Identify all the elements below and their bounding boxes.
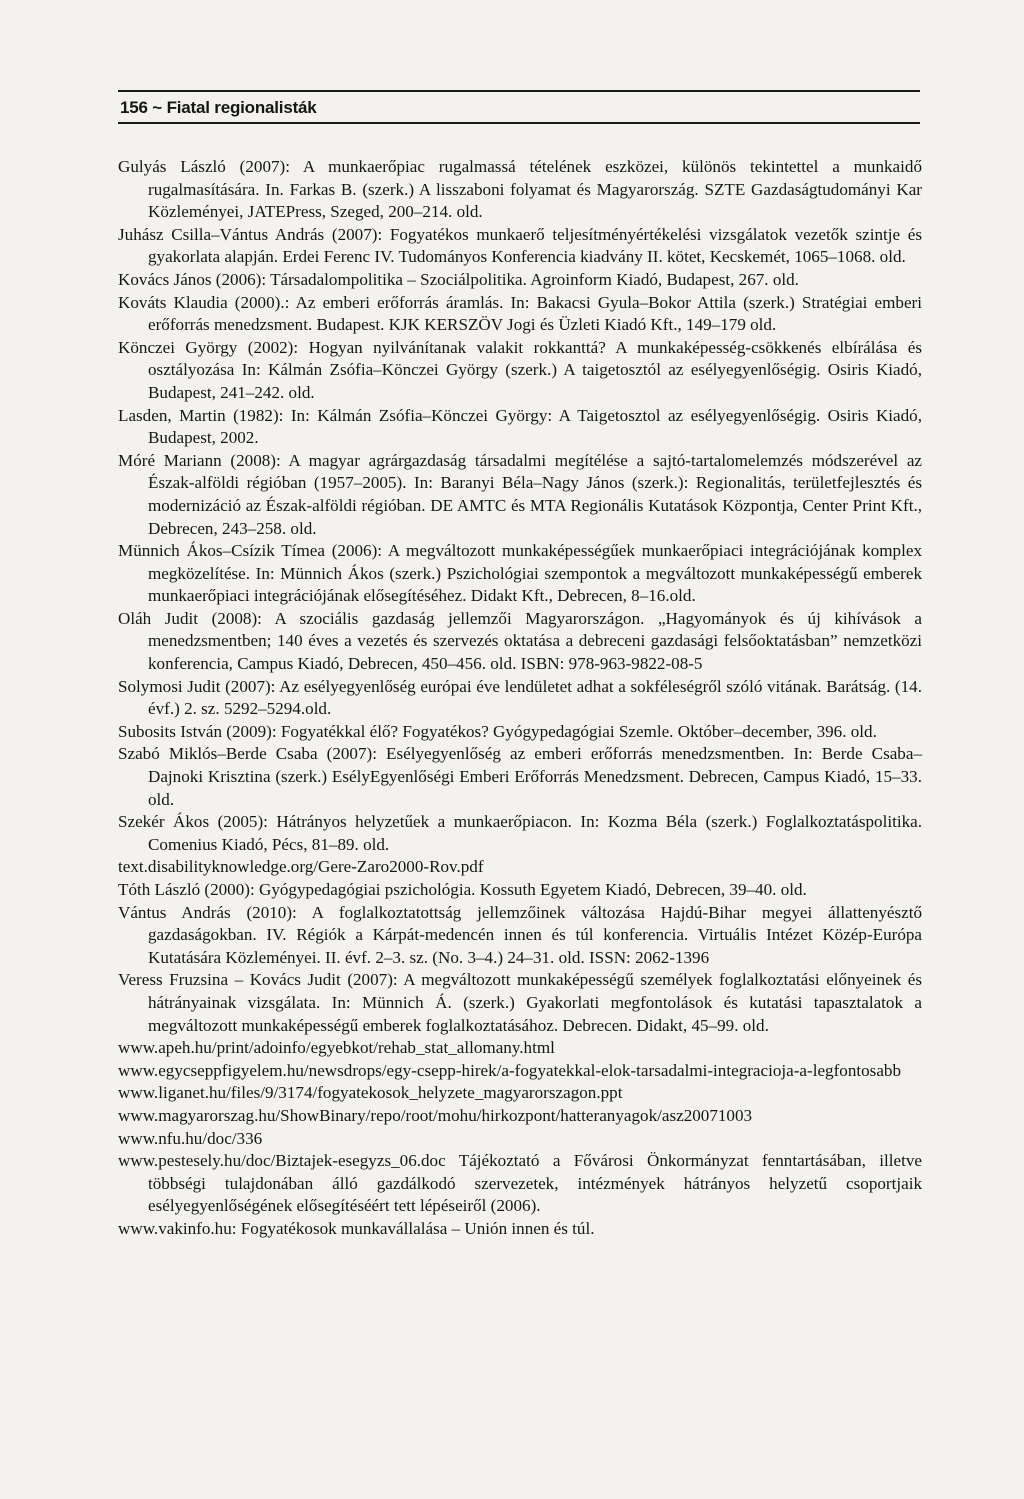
running-header (118, 90, 920, 124)
reference-link[interactable]: www.pestesely.hu/doc/Biztajek-esegyzs_06.doc Tájékoztató a Fővárosi Önkormányzat fenntartásában, illetve többségi tulajdonában álló gazdálkodó szervezetek, intézmények hátrányos helyzetű csoportjaik esélyegyenlőségének elősegítéséért tett lépéseiről (2006). (118, 1151, 922, 1216)
reference-entry: Kovács János (2006): Társadalompolitika – Szociálpolitika. Agroinform Kiadó, Budapest, 267. old. (118, 269, 799, 289)
page-number: 156 (120, 98, 148, 117)
reference-list (118, 156, 922, 1241)
header-text (120, 98, 317, 118)
reference-entry: Solymosi Judit (2007): Az esélyegyenlőség európai éve lendületet adhat a sokféleségről szóló vitának. Barátság. (14. évf.) 2. sz. 5292–5294.old. (118, 676, 922, 719)
reference-entry: Szekér Ákos (2005): Hátrányos helyzetűek a munkaerőpiacon. In: Kozma Béla (szerk.) Foglalkoztatáspolitika. Comenius Kiadó, Pécs, 81–89. old. (118, 812, 922, 854)
reference-entry: Vántus András (2010): A foglalkoztatottság jellemzőinek változása Hajdú-Bihar megyei állattenyésztő gazdaságokban. IV. Régiók a Kárpát-medencén innen és túl konferencia. Virtuális Intézet Közép-Európa Kutatására Közleményei. II. évf. 2–3. sz. (No. 3–4.) 24–31. old. ISSN: 2062-1396 (118, 902, 922, 967)
reference-link[interactable]: www.apeh.hu/print/adoinfo/egyebkot/rehab_stat_allomany.html (118, 1038, 555, 1058)
running-title: Fiatal regionalisták (166, 98, 317, 117)
reference-link[interactable]: www.magyarorszag.hu/ShowBinary/repo/root/mohu/hirkozpont/hatteranyagok/asz20071003 (118, 1105, 753, 1125)
reference-entry: Tóth László (2000): Gyógypedagógiai pszichológia. Kossuth Egyetem Kiadó, Debrecen, 39–40. old. (118, 880, 807, 899)
reference-link[interactable]: www.liganet.hu/files/9/3174/fogyatekosok_helyzete_magyarorszagon.ppt (118, 1083, 623, 1103)
reference-link[interactable]: www.nfu.hu/doc/336 (118, 1128, 263, 1148)
reference-entry: Veress Fruzsina – Kovács Judit (2007): A megváltozott munkaképességű személyek foglalkoztatási előnyeinek és hátrányainak vizsgálata. In: Münnich Á. (szerk.) Gyakorlati megfontolások és kutatási tapasztalatok a megváltozott munkaképességű emberek foglalkoztatásához. Debrecen. Didakt, 45–99. old. (118, 970, 922, 1035)
reference-entry: Münnich Ákos–Csízik Tímea (2006): A megváltozott munkaképességűek munkaerőpiaci integrációjának komplex megközelítése. In: Münnich Ákos (szerk.) Pszichológiai szempontok a megváltozott munkaképességű emberek munkaerőpiaci integrációjának elősegítéséhez. Didakt Kft., Debrecen, 8–16.old. (118, 541, 922, 606)
reference-entry: Lasden, Martin (1982): In: Kálmán Zsófia–Könczei György: A Taigetosztol az esélyegyenlőségig. Osiris Kiadó, Budapest, 2002. (118, 405, 922, 448)
reference-link[interactable]: www.vakinfo.hu: Fogyatékosok munkavállalása – Unión innen és túl. (118, 1218, 595, 1238)
reference-entry: Szabó Miklós–Berde Csaba (2007): Esélyegyenlőség az emberi erőforrás menedzsmentben. In: Berde Csaba–Dajnoki Krisztina (szerk.) EsélyEgyenlőségi Emberi Erőforrás Menedzsment. Debrecen, Campus Kiadó, 15–33. old. (118, 744, 922, 809)
reference-entry: Oláh Judit (2008): A szociális gazdaság jellemzői Magyarországon. „Hagyományok és új kihívások a menedzsmentben; 140 éves a vezetés és szervezés oktatása a debreceni gazdasági felsőoktatásban” nemzetközi konferencia, Campus Kiadó, Debrecen, 450–456. old. ISBN: 978-963-9822-08-5 (118, 608, 922, 674)
reference-entry: Kováts Klaudia (2000).: Az emberi erőforrás áramlás. In: Bakacsi Gyula–Bokor Attila (szerk.) Stratégiai emberi erőforrás menedzsment. Budapest. KJK KERSZÖV Jogi és Üzleti Kiadó Kft., 149–179 old. (118, 292, 922, 335)
reference-entry: Subosits István (2009): Fogyatékkal élő? Fogyatékos? Gyógypedagógiai Szemle. Október–december, 396. old. (118, 721, 877, 741)
header-separator: ~ (152, 98, 163, 117)
reference-link[interactable]: www.egycseppfigyelem.hu/newsdrops/egy-csepp-hirek/a-fogyatekkal-elok-tarsadalmi-integracioja-a-legfontosabb (118, 1060, 902, 1080)
reference-entry: Gulyás László (2007): A munkaerőpiac rugalmassá tételének eszközei, különös tekintettel a munkaidő rugalmasítására. In. Farkas B. (szerk.) A lisszaboni folyamat és Magyarország. SZTE Gazdaságtudományi Kar Közleményei, JATEPress, Szeged, 200–214. old. (118, 157, 922, 222)
reference-entry: Móré Mariann (2008): A magyar agrárgazdaság társadalmi megítélése a sajtó-tartalomelemzés módszerével az Észak-alföldi régióban (1957–2005). In: Baranyi Béla–Nagy János (szerk.): Regionalitás, területfejlesztés és modernizáció az Észak-alföldi régióban. DE AMTC és MTA Regionális Kutatások Központja, Center Print Kft., Debrecen, 243–258. old. (118, 450, 922, 538)
reference-link[interactable]: text.disabilityknowledge.org/Gere-Zaro2000-Rov.pdf (118, 857, 484, 877)
reference-entry: Juhász Csilla–Vántus András (2007): Fogyatékos munkaerő teljesítményértékelési vizsgálatok vezetők szintje és gyakorlata alapján. Erdei Ferenc IV. Tudományos Konferencia kiadvány II. kötet, Kecskemét, 1065–1068. old. (118, 224, 922, 267)
reference-entry: Könczei György (2002): Hogyan nyilvánítanak valakit rokkanttá? A munkaképesség-csökkenés elbírálása és osztályozása In: Kálmán Zsófia–Könczei György (szerk.) A taigetosztól az esélyegyenlőségig. Osiris Kiadó, Budapest, 241–242. old. (118, 337, 922, 402)
